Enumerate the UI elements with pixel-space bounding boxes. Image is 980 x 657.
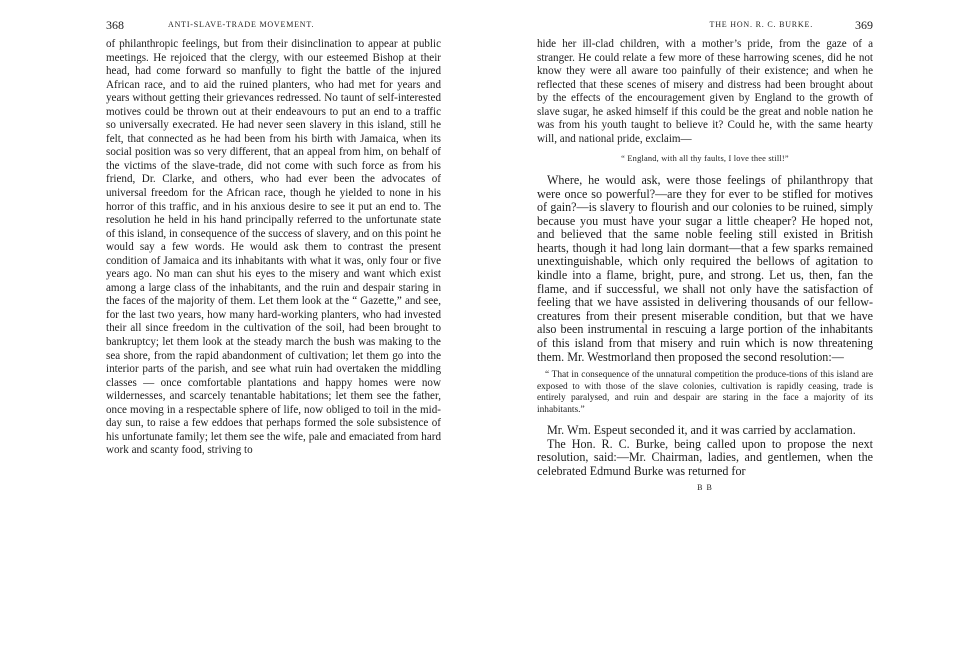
poem-quote: “ England, with all thy faults, I love thee still!” [621,154,789,164]
left-page-number: 368 [106,18,124,32]
right-paragraph-4: The Hon. R. C. Burke, being called upon to propose the next resolution, said:—Mr. Chairman, ladies, and gentlemen, when the celebrated Edmund Burke was returned for [537,436,873,479]
right-page-header [537,18,873,38]
left-paragraph: of philanthropic feelings, but from their disinclination to appear at public meetings. He rejoiced that the clergy, with our esteemed Bishop at their head, had come forward so manfully to fight the battle of the injured African race, and to aid the ruined planters, who had met for years and years without getting their grievances redressed. No taunt of self-interested motives could be thrown out at their endeavours to put an end to a traffic so universally execrated. He had never seen slavery in this island, still he felt, that connected as he had been from his birth with Jamaica, when its social position was so very different, that an appeal from him, on behalf of the victims of the slave-trade, did not come with such force as from his friend, Dr. Clarke, and others, who had ever been the advocates of universal freedom for the African race, though he yielded to none in his horror of this traffic, and in his anxious desire to see it put an end to. The resolution he held in his hand principally referred to the unfortunate state of this island, in consequence of the success of slavery, and on this point he would say a few words. He would ask them to contrast the present condition of Jamaica and its inhabitants with what it was, only four or five years ago. No man can shut his eyes to the misery and want which exist among a large class of the inhabitants, and the ruin and despair staring in the faces of the majority of them. Let them look at the “ Gazette,” and see, for the last two years, how many hard-working planters, who had invested their all since freedom in the cultivation of the soil, had been brought to bankruptcy; let them look at the steady march the bush was making to the sea shore, from the rapid abandonment of cultivation; let them go into the interior parts of the parish, and see what ruin had overtaken the middling classes — once comfortable plantations and happy homes were now wildernesses, and scarcely tenantable habitations; let them see the father, once moving in a respectable sphere of life, now obliged to toil in the mid-day sun, to raise a few eddoes that perhaps formed the sole subsistence of his unfortunate family; let them see the wife, pale and emaciated from hard work and scanty food, striving to [106,38,441,457]
right-paragraph-3: Mr. Wm. Espeut seconded it, and it was carried by acclamation. [547,423,856,438]
left-page [106,18,441,458]
right-page [537,18,873,494]
left-running-head: ANTI-SLAVE-TRADE MOVEMENT. [168,20,315,29]
right-running-head: THE HON. R. C. BURKE. [709,20,813,29]
resolution-quote: “ That in consequence of the unnatural competition the produce-tions of this island are exposed to with those of the slave colonies, cultivation is rapidly ceasing, trade is entirely paralysed, and ruin and despair are staring in the face a majority of its inhabitants.” [537,370,873,415]
signature-mark: B B [697,482,713,492]
right-page-body [537,38,873,494]
right-paragraph-1: hide her ill-clad children, with a mother’s pride, from the gaze of a stranger. He could relate a few more of these harrowing scenes, did he not know they were all aware too painfully of their existence; and when he reflected that these scenes of misery and distress had been brought about by the effects of the encouragement given by England to the growth of slave sugar, he asked himself if this could be the great and noble nation he was from his youth taught to believe it? Could he, with the same hearty will, and national pride, exclaim— [537,38,873,145]
left-page-body [106,38,441,458]
right-paragraph-2: Where, he would ask, were those feelings of philanthropy that were once so powerful?—are they for ever to be stifled for motives of gain?—is slavery to flourish and our colonies to be ruined, simply because you must have your sugar a little cheaper? He hoped not, and believed that the same noble feeling still existed in British hearts, though it had long lain dormant—that a few sparks remained unextinguishable, which only required the bellows of agitation to kindle into a flame, bright, pure, and strong. Let us, then, fan the flame, and if successful, we shall not only have the satisfaction of feeling that we have assisted in delivering thousands of our fellow-creatures from their present miserable condition, but that we have also been instrumental in rescuing a large portion of the inhabitants of this island from that misery and ruin which is now threatening them. Mr. Westmorland then proposed the second resolution:— [537,172,873,364]
right-page-number: 369 [855,18,873,32]
left-page-header [106,18,441,38]
